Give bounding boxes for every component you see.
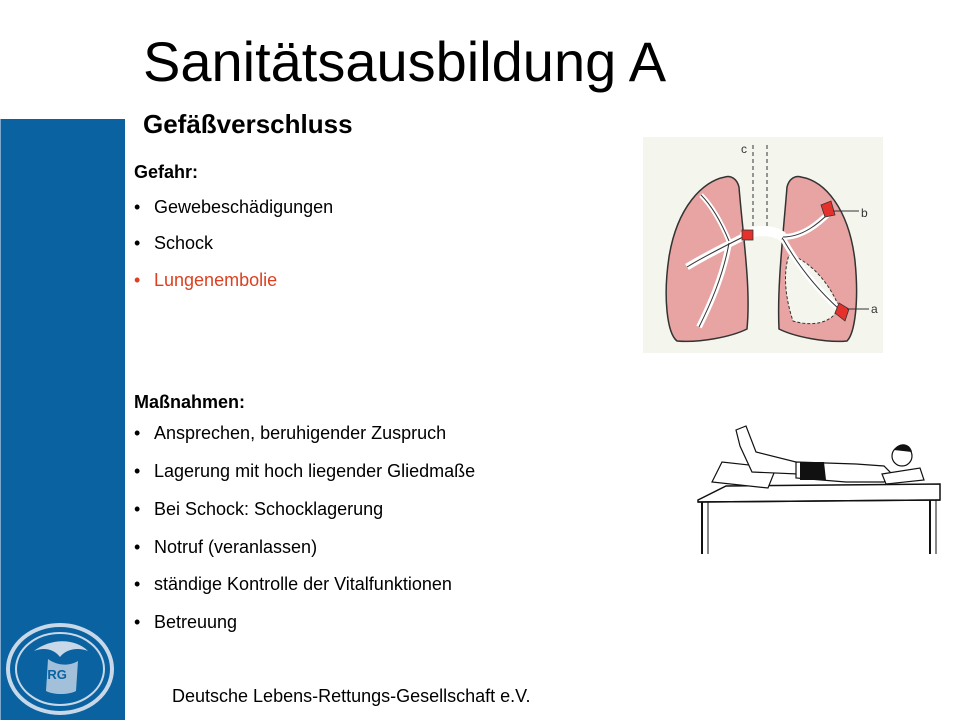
logo-text: DLRG xyxy=(30,667,67,682)
dlrg-logo xyxy=(4,621,116,716)
list-item: • ständige Kontrolle der Vitalfunktionen xyxy=(134,574,452,594)
list-item-label: Notruf (veranlassen) xyxy=(154,537,318,557)
list-item: • Lagerung mit hoch liegender Gliedmaße xyxy=(134,461,476,481)
list-item-label: Lagerung mit hoch liegender Gliedmaße xyxy=(154,461,476,481)
footer-organization: Deutsche Lebens-Rettungs-Gesellschaft e.V. xyxy=(172,686,531,706)
list-item-label: Betreuung xyxy=(154,612,238,632)
diagram-label-b: b xyxy=(861,206,868,220)
list-item-label: Ansprechen, beruhigender Zuspruch xyxy=(154,423,447,443)
list-item: • Schock xyxy=(134,233,214,253)
list-item-label: ständige Kontrolle der Vitalfunktionen xyxy=(154,574,452,594)
list-item-highlighted: • Lungenembolie xyxy=(134,270,278,290)
list-item: • Bei Schock: Schocklagerung xyxy=(134,499,384,519)
list-item-label: Gewebeschädigungen xyxy=(154,197,334,217)
diagram-label-c: c xyxy=(741,142,747,156)
list-item: • Ansprechen, beruhigender Zuspruch xyxy=(134,423,447,443)
danger-heading: Gefahr: xyxy=(134,162,199,182)
measures-heading: Maßnahmen: xyxy=(134,392,246,412)
list-item-label: Lungenembolie xyxy=(154,270,278,290)
slide-title: Sanitätsausbildung A xyxy=(143,30,667,93)
list-item: • Notruf (veranlassen) xyxy=(134,537,318,557)
diagram-label-a: a xyxy=(871,302,878,316)
list-item-label: Bei Schock: Schocklagerung xyxy=(154,499,384,519)
list-item: • Betreuung xyxy=(134,612,238,632)
list-item-label: Schock xyxy=(154,233,214,253)
lung-embolism-diagram xyxy=(643,137,883,353)
slide-subtitle: Gefäßverschluss xyxy=(143,109,353,139)
patient-positioning-illustration xyxy=(696,422,941,555)
list-item: • Gewebeschädigungen xyxy=(134,197,334,217)
